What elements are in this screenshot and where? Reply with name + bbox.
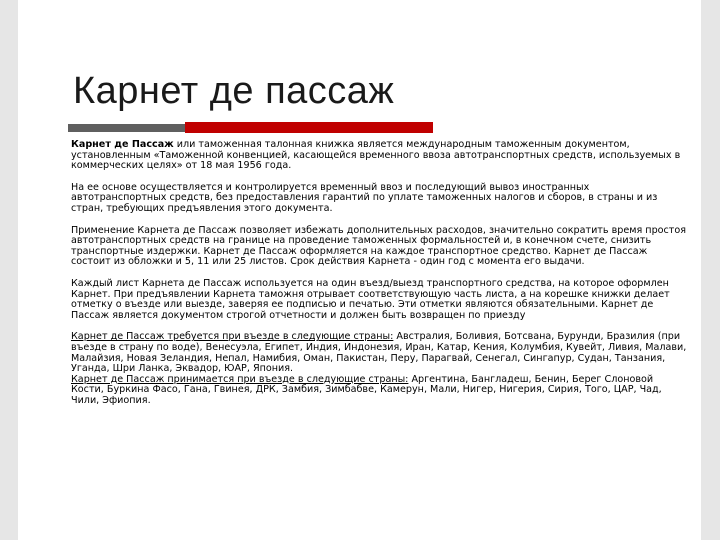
paragraph-text: Аргентина, Бангладеш, Бенин, Берег Слоновой Кости, Буркина Фасо, Гана, Гвинея, ДРК, Замбия, Зимбабве, Камерун, Мали, Нигер, Нигерия, Сирия, Того, ЦАР, Чад, Чили, Эфиопия. xyxy=(71,373,662,406)
title-underline-red xyxy=(185,122,433,133)
paragraph-text: Применение Карнета де Пассаж позволяет избежать дополнительных расходов, значительно сократить время простоя автотранспортных средств на границе на проведение таможенных формальностей и, в конечном счете, снизить транспортные издержки. Карнет де Пассаж оформляется на каждое транспортное средство. Карнет де Пассаж состоит из обложки и 5, 11 или 25 листов. Срок действия Карнета - один год с момента его выдачи. xyxy=(71,224,687,268)
paragraph-lead-bold: Карнет де Пассаж xyxy=(71,139,174,150)
paragraph-required-countries xyxy=(71,332,687,374)
paragraph-text: Австралия, Боливия, Ботсвана, Бурунди, Бразилия (при въезде в страну по воде), Венесуэла, Египет, Индия, Индонезия, Иран, Катар, Кения, Колумбия, Кувейт, Ливия, Малави, Малайзия, Новая Зеландия, Непал, Намибия, Оман, Пакистан, Перу, Парагвай, Сенегал, Сингапур, Судан, Танзания, Уганда, Шри Ланка, Эквадор, ЮАР, Япония. xyxy=(71,331,687,375)
paragraph-text: Каждый лист Карнета де Пассаж используется на один въезд/выезд транспортного средства, на которое оформлен Карнет. При предъявлении Карнета таможня отрывает соответствующую часть листа, а на корешке книжки делает отметку о въезде или выезде, заверяя ее подписью и печатью. Эти отметки являются обязательными. Карнет де Пассаж является документом строгой отчетности и должен быть возвращен по приезду xyxy=(71,277,670,321)
paragraph-usage xyxy=(71,226,687,268)
paragraph-accepted-countries xyxy=(71,375,687,407)
slide-title: Карнет де пассаж xyxy=(73,70,395,112)
paragraph-lead-underlined: Карнет де Пассаж принимается при въезде в следующие страны: xyxy=(71,373,409,385)
slide xyxy=(18,0,701,540)
paragraph-lead-underlined: Карнет де Пассаж требуется при въезде в следующие страны: xyxy=(71,331,394,343)
paragraph-text: На ее основе осуществляется и контролируется временный ввоз и последующий вывоз иностранных автотранспортных средств, без предоставления гарантий по уплате таможенных налогов и сборов, в страны и из стран, требующих предъявления этого документа. xyxy=(71,181,658,214)
paragraph-text: или таможенная талонная книжка является международным таможенным документом, установленным «Таможенной конвенцией, касающейся временного ввоза автотранспортных средств, используемых в коммерческих целях» от 18 мая 1956 года. xyxy=(71,139,681,172)
paragraph-basis xyxy=(71,183,687,215)
slide-body xyxy=(71,140,687,406)
paragraph-sheets xyxy=(71,279,687,321)
paragraph-definition xyxy=(71,140,687,172)
